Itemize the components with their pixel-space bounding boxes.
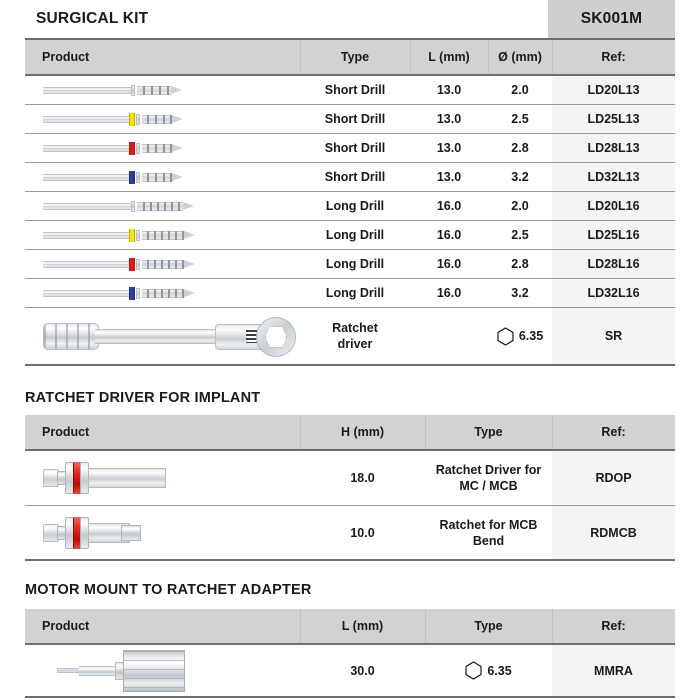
table-row <box>25 279 675 308</box>
cell-ref: SR <box>552 308 675 364</box>
hexagon-icon <box>465 661 482 680</box>
cell-diameter: 2.0 <box>511 199 529 213</box>
cell-ref: LD28L13 <box>552 134 675 162</box>
hexagon-icon <box>497 327 514 346</box>
cell-length: 13.0 <box>436 141 462 155</box>
surgical-kit-title-bar <box>25 0 675 40</box>
cell-diameter: 2.8 <box>511 141 529 155</box>
cell-type: Short Drill <box>324 112 386 126</box>
drill-illustration <box>43 256 203 273</box>
cell-length: 13.0 <box>436 83 462 97</box>
drill-illustration <box>43 82 188 99</box>
product-graphic-cell <box>25 221 300 249</box>
cell-type: Short Drill <box>324 141 386 155</box>
surgical-kit-table-header <box>25 40 675 76</box>
product-graphic-cell <box>25 76 300 104</box>
product-graphic-cell <box>25 308 300 364</box>
table-row <box>25 105 675 134</box>
cell-diameter: 3.2 <box>511 170 529 184</box>
column-header-height: H (mm) <box>300 415 425 449</box>
cell-type-line1: Ratchet <box>332 321 378 335</box>
column-header-product: Product <box>42 50 90 64</box>
cell-ref: LD20L13 <box>552 76 675 104</box>
cell-height: 10.0 <box>350 525 375 540</box>
cell-diameter: 2.8 <box>511 257 529 271</box>
cell-type: Long Drill <box>325 199 385 213</box>
cell-ref: LD28L16 <box>552 250 675 278</box>
hex-size-value: 6.35 <box>518 329 544 343</box>
column-header-type: Type <box>425 415 552 449</box>
cell-diameter: 3.2 <box>511 286 529 300</box>
ratchet-driver-table-header <box>25 415 675 451</box>
ratchet-driver-table <box>25 415 675 561</box>
product-graphic-cell <box>25 451 300 505</box>
cell-type-line2: MC / MCB <box>459 479 518 493</box>
cell-ref: RDMCB <box>552 506 675 559</box>
cell-ref: MMRA <box>552 645 675 696</box>
drill-illustration <box>43 227 203 244</box>
cell-ref: LD32L13 <box>552 163 675 191</box>
table-row <box>25 250 675 279</box>
ratchet-mcb-bend-illustration <box>43 511 153 555</box>
cell-length: 16.0 <box>436 286 462 300</box>
column-header-type: Type <box>425 609 552 643</box>
cell-diameter: 2.5 <box>511 228 529 242</box>
column-header-ref: Ref: <box>552 609 675 643</box>
cell-height: 18.0 <box>350 471 375 485</box>
cell-ref: RDOP <box>552 451 675 505</box>
product-graphic-cell <box>25 506 300 559</box>
ratchet-driver-illustration <box>43 313 299 359</box>
cell-length: 30.0 <box>350 663 375 678</box>
cell-length: 16.0 <box>436 228 462 242</box>
cell-length-empty <box>410 308 488 364</box>
section-title-motor-mount-to-ratchet-adapter: MOTOR MOUNT TO RATCHET ADAPTER <box>25 582 312 598</box>
motor-mount-table-header <box>25 609 675 645</box>
product-graphic-cell <box>25 163 300 191</box>
cell-type <box>425 506 552 559</box>
cell-type-hex <box>425 645 552 696</box>
cell-ref: LD25L16 <box>552 221 675 249</box>
section-title-ratchet-driver-for-implant: RATCHET DRIVER FOR IMPLANT <box>25 390 261 406</box>
cell-diameter: 2.0 <box>511 83 529 97</box>
cell-type-line2: Bend <box>472 533 505 548</box>
cell-ref: LD20L16 <box>552 192 675 220</box>
column-header-length: L (mm) <box>410 40 488 74</box>
product-graphic-cell <box>25 192 300 220</box>
table-row <box>25 163 675 192</box>
drill-illustration <box>43 111 188 128</box>
column-header-product: Product <box>42 425 90 439</box>
product-graphic-cell <box>25 645 300 696</box>
cell-type-line1: Ratchet Driver for <box>435 463 542 477</box>
cell-type: Long Drill <box>325 228 385 242</box>
hex-size-value: 6.35 <box>487 663 512 678</box>
ratchet-driver-mc-illustration <box>43 456 173 500</box>
table-row <box>25 192 675 221</box>
cell-length: 13.0 <box>436 112 462 126</box>
drill-illustration <box>43 285 203 302</box>
kit-reference-badge: SK001M <box>548 0 675 38</box>
table-row <box>25 76 675 105</box>
table-row <box>25 506 675 561</box>
cell-type <box>425 451 552 505</box>
cell-type-line1: Ratchet for MCB <box>439 517 538 532</box>
product-graphic-cell <box>25 105 300 133</box>
drill-illustration <box>43 140 188 157</box>
column-header-ref: Ref: <box>552 40 675 74</box>
cell-length: 16.0 <box>436 257 462 271</box>
column-header-length: L (mm) <box>300 609 425 643</box>
motor-mount-adapter-illustration <box>57 649 207 693</box>
cell-length: 13.0 <box>436 170 462 184</box>
table-row <box>25 308 675 366</box>
cell-length: 16.0 <box>436 199 462 213</box>
cell-ref: LD25L13 <box>552 105 675 133</box>
column-header-type: Type <box>300 40 410 74</box>
drill-illustration <box>43 198 203 215</box>
cell-diameter-hex <box>488 308 552 364</box>
product-graphic-cell <box>25 134 300 162</box>
column-header-ref: Ref: <box>552 415 675 449</box>
table-row <box>25 451 675 506</box>
cell-type: Short Drill <box>324 83 386 97</box>
table-row <box>25 221 675 250</box>
cell-type: Long Drill <box>325 257 385 271</box>
table-row <box>25 134 675 163</box>
product-graphic-cell <box>25 250 300 278</box>
product-graphic-cell <box>25 279 300 307</box>
surgical-kit-table <box>25 40 675 366</box>
table-row <box>25 645 675 698</box>
column-header-diameter: Ø (mm) <box>488 40 552 74</box>
cell-ref: LD32L16 <box>552 279 675 307</box>
column-header-product: Product <box>42 619 90 633</box>
cell-diameter: 2.5 <box>511 112 529 126</box>
cell-type: Short Drill <box>324 170 386 184</box>
motor-mount-table <box>25 609 675 698</box>
drill-illustration <box>43 169 188 186</box>
cell-type: Long Drill <box>325 286 385 300</box>
cell-type-line2: driver <box>337 337 373 351</box>
cell-type <box>300 308 410 364</box>
kit-title: SURGICAL KIT <box>25 0 548 38</box>
